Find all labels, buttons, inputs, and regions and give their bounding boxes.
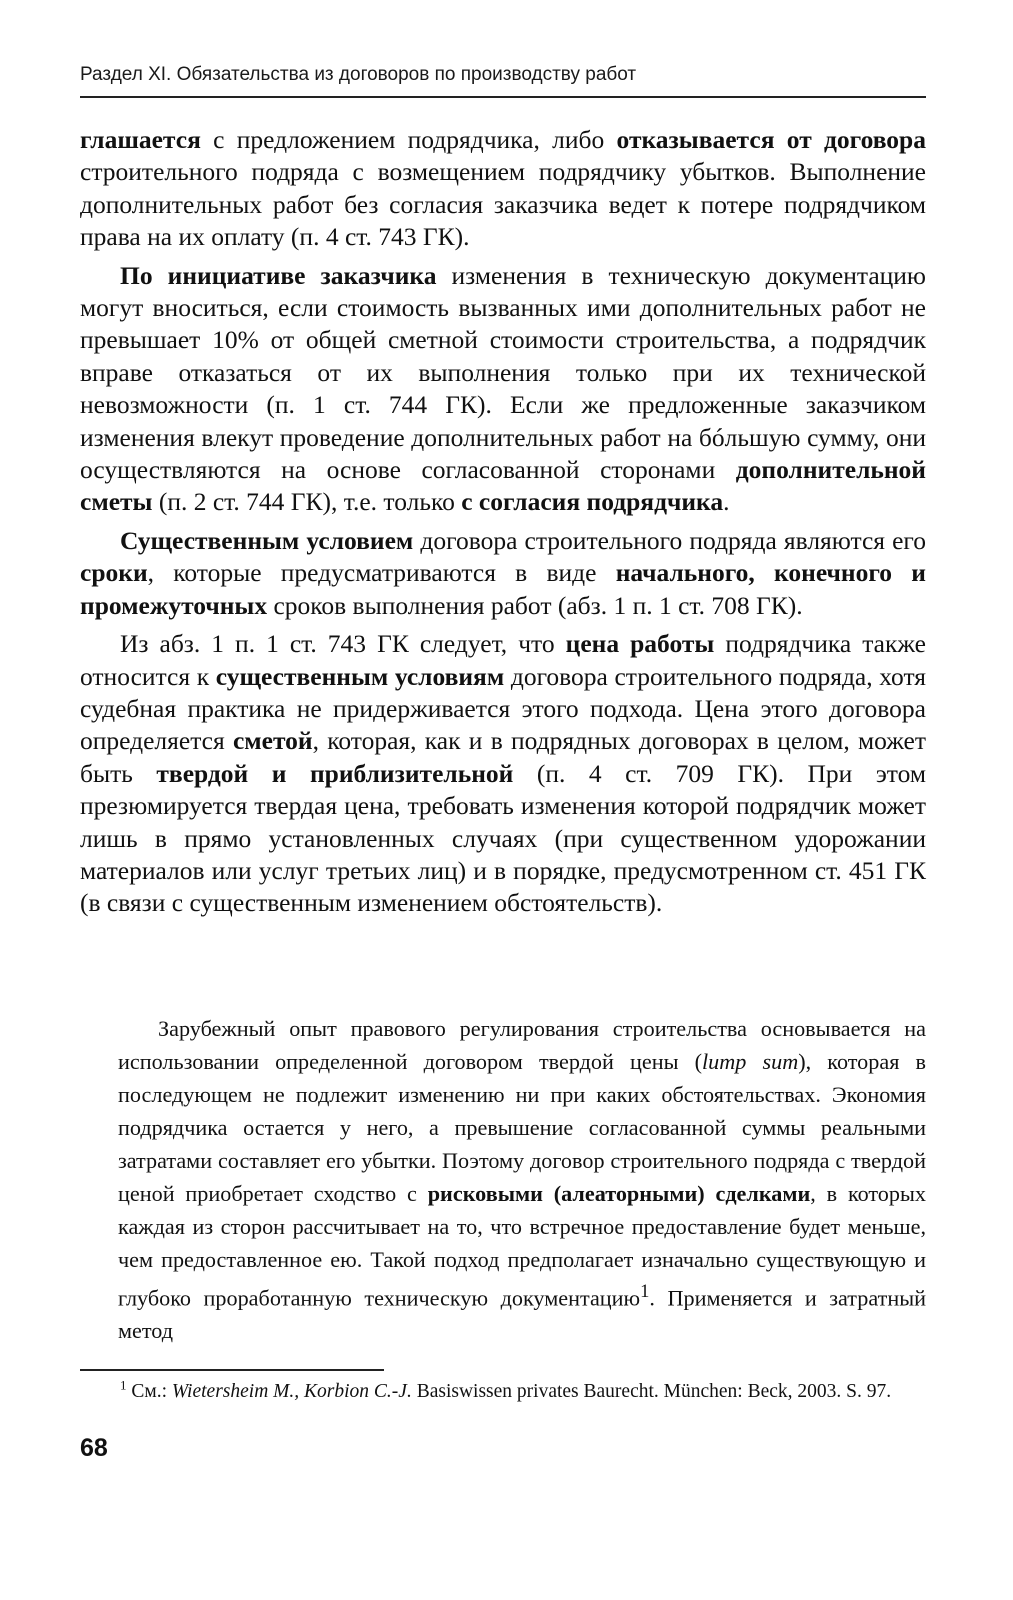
- text-run: Из абз. 1 п. 1 ст. 743 ГК следует, что: [120, 629, 566, 659]
- bold-term: Существенным условием: [120, 525, 414, 555]
- bold-term: отказывается от договора: [616, 125, 926, 154]
- bold-term: цена работы: [565, 629, 715, 659]
- main-text: [80, 124, 926, 920]
- bold-term: рисковыми (алеаторными) сделками: [427, 1181, 811, 1206]
- footnote-marker: 1: [120, 1377, 127, 1393]
- italic-term: Wietersheim M., Korbion C.-J.: [171, 1381, 412, 1402]
- text-run: . Применяется и затратный метод: [118, 1285, 926, 1344]
- bold-term: с согласия подрядчика: [461, 487, 724, 517]
- text-run: .: [723, 487, 730, 517]
- bold-term: начального, конечного и промежуточных: [80, 558, 926, 620]
- text-run: договора строительного подряда являются его: [413, 525, 927, 555]
- paragraph-4: [80, 628, 926, 920]
- bold-term: дополнительной сметы: [80, 455, 926, 517]
- bold-term: сроки: [80, 558, 148, 588]
- text-run: (п. 2 ст. 744 ГК), т.е. только: [152, 487, 462, 517]
- aside-paragraph: [118, 1012, 926, 1347]
- footnote-rule: [80, 1369, 384, 1371]
- footnote-reference[interactable]: 1: [640, 1282, 650, 1302]
- bold-term: глашается: [80, 125, 201, 154]
- paragraph-3: [80, 525, 926, 622]
- text-run: (п. 4 ст. 709 ГК). При этом презюмируется твердая цена, требовать изменения которой подрядчик может лишь в прямо установленных случаях (при существенном удорожании материалов или услуг третьих лиц) и в порядке, предусмотренном ст. 451 ГК (в связи с существенным изменением обстоятельств).: [80, 758, 927, 918]
- text-run: , которая, как и в подрядных договорах в целом, может быть: [80, 726, 926, 788]
- paragraph-2: [80, 260, 926, 519]
- page-number: 68: [80, 1434, 108, 1462]
- text-run: См.:: [126, 1381, 172, 1402]
- text-run: Basiswissen privates Baurecht. München: Beck, 2003. S. 97.: [411, 1381, 892, 1402]
- text-run: , в которых каждая из сторон рассчитывает на то, что встречное предоставление будет меньше, чем предоставленное ею. Такой подход предполагает изначально существующую и глубоко проработанную техническую документацию: [118, 1181, 926, 1311]
- bold-term: По инициативе заказчика: [120, 260, 437, 290]
- paragraph-1: [80, 124, 926, 254]
- text-run: сроков выполнения работ (абз. 1 п. 1 ст. 708 ГК).: [267, 590, 803, 620]
- italic-term: lump sum: [702, 1049, 799, 1074]
- header-rule: [80, 96, 926, 98]
- text-run: изменения в техническую документацию могут вноситься, если стоимость вызванных ими дополнительных работ не превышает 10% от общей сметной стоимости строительства, а подрядчик вправе отказаться от их выполнения только при их технической невозможности (п. 1 ст. 744 ГК). Если же предложенные заказчиком изменения влекут проведение дополнительных работ на бóльшую сумму, они осуществляются на основе согласованной сторонами: [80, 260, 926, 485]
- bold-term: существенным условиям: [215, 661, 505, 691]
- bold-term: сметой: [232, 726, 313, 756]
- text-run: Зарубежный опыт правового регулирования строительства основывается на использовании определенной договором твердой цены (: [118, 1016, 926, 1074]
- text-run: ), которая в последующем не подлежит изменению ни при каких обстоятельствах. Экономия подрядчика остается у него, а превышение согласованной суммы реальными затратами составляет его убытки. Поэтому договор строительного подряда с твердой ценой приобретает сходство с: [118, 1049, 926, 1206]
- text-run: подрядчика также относится к: [80, 629, 926, 691]
- text-run: с предложением подрядчика, либо: [200, 125, 617, 154]
- running-header: Раздел XI. Обязательства из договоров по производству работ: [80, 64, 637, 85]
- text-run: , которые предусматриваются в виде: [147, 558, 616, 588]
- text-run: строительного подряда с возмещением подрядчику убытков. Выполнение дополнительных работ без согласия заказчика ведет к потере подрядчиком права на их оплату (п. 4 ст. 743 ГК).: [80, 157, 926, 252]
- bold-term: твердой и приблизительной: [156, 758, 514, 788]
- text-run: договора строительного подряда, хотя судебная практика не придерживается этого подхода. Цена этого договора определяется: [80, 661, 926, 756]
- footnote: [80, 1378, 926, 1406]
